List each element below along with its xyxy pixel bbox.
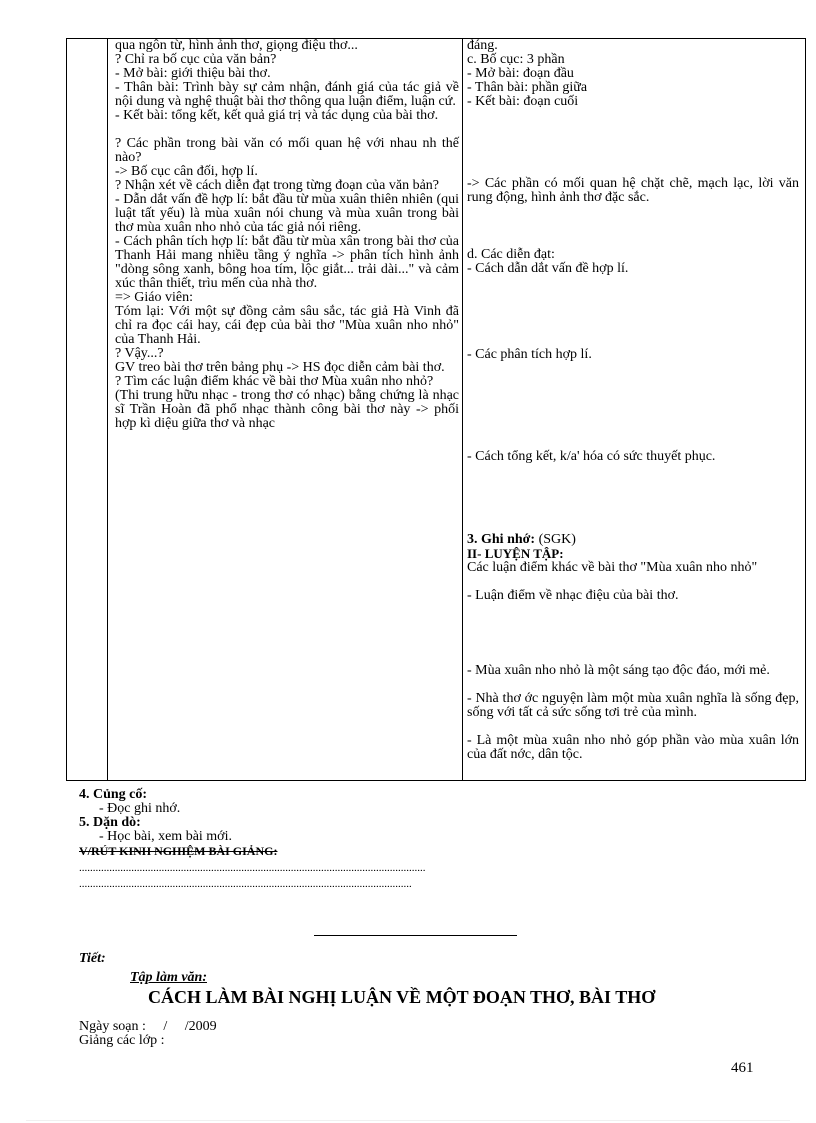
ngay-soan: Ngày soạn : / /2009 (79, 1019, 217, 1034)
left-text: -> Bố cục cân đối, hợp lí. (115, 164, 258, 179)
cung-co-item: - Đọc ghi nhớ. (99, 801, 181, 816)
lesson-title: CÁCH LÀM BÀI NGHỊ LUẬN VỀ MỘT ĐOẠN THƠ, BÀI THƠ (148, 987, 656, 1007)
right-text: - Nhà thơ ớc nguyện làm một mùa xuân nghĩa là sống đẹp, sống với tất cả sức sống tơi trẻ của mình. (467, 691, 799, 720)
left-text: qua ngôn từ, hình ảnh thơ, giọng điệu thơ... (115, 38, 358, 53)
right-text: - Cách dẫn dắt vấn đề hợp lí. (467, 261, 629, 276)
right-text: - Mở bài: đoạn đầu (467, 66, 574, 81)
left-text: ? Vậy...? (115, 346, 164, 361)
rut-kinh-nghiem-heading: V/RÚT KINH NGHIỆM BÀI GIẢNG: (79, 844, 278, 858)
table-divider-left (107, 39, 108, 780)
page-footer-line (26, 1120, 790, 1121)
dan-do-item: - Học bài, xem bài mới. (99, 829, 232, 844)
left-text: ? Nhận xét về cách diễn đạt trong từng đoạn của văn bản? (115, 178, 440, 193)
right-text: - Thân bài: phần giữa (467, 80, 588, 95)
left-text: Tóm lại: Với một sự đồng cảm sâu sắc, tác giả Hà Vinh đã chỉ ra đọc cái hay, cái đẹp của bài thơ "Mùa xuân nho nhỏ" của Thanh Hải. (115, 304, 459, 347)
subject-label: Tập làm văn: (130, 970, 207, 985)
right-text: Các luận điểm khác về bài thơ "Mùa xuân nho nhỏ" (467, 560, 758, 575)
left-text: ? Chỉ ra bố cục của văn bản? (115, 52, 277, 67)
right-text: d. Các diễn đạt: (467, 247, 555, 262)
giang-cac-lop: Giảng các lớp : (79, 1033, 165, 1048)
remember-ref: (SGK) (538, 532, 576, 547)
lesson-table (66, 38, 806, 781)
remember-heading (467, 533, 799, 547)
post-table-section (79, 788, 539, 890)
left-text: - Kết bài: tổng kết, kết quả giá trị và tác dụng của bài thơ. (115, 108, 439, 123)
left-text: ? Các phần trong bài văn có mối quan hệ với nhau nh thế nào? (115, 136, 459, 165)
right-text: - Là một mùa xuân nho nhỏ góp phần vào mùa xuân lớn của đất nớc, dân tộc. (467, 733, 799, 762)
cung-co-title: 4. Củng cố: (79, 787, 148, 802)
dotted-line: .............................................................................................................................. (79, 862, 426, 874)
page-number: 461 (731, 1060, 754, 1076)
right-text: - Cách tổng kết, k/a' hóa có sức thuyết phục. (467, 449, 716, 464)
teacher-activity-column (115, 39, 459, 431)
dotted-line: ......................................................................................................................... (79, 878, 412, 890)
right-text: c. Bố cục: 3 phần (467, 52, 565, 67)
dan-do-title: 5. Dặn dò: (79, 815, 141, 830)
left-text: - Mở bài: giới thiệu bài thơ. (115, 66, 271, 81)
right-text: đáng. (467, 38, 498, 53)
tiet-label: Tiết: (79, 951, 106, 966)
left-text: - Thân bài: Trình bày sự cảm nhận, đánh giá của tác giả về nội dung và nghệ thuật bài thơ thông qua luận điểm, luận cứ. (115, 80, 459, 109)
left-text: ? Tìm các luận điểm khác về bài thơ Mùa xuân nho nhỏ? (115, 374, 434, 389)
left-text: => Giáo viên: (115, 290, 193, 305)
right-text: -> Các phần có mối quan hệ chặt chẽ, mạch lạc, lời văn rung động, hình ảnh thơ đặc sắc. (467, 176, 799, 205)
remember-label: 3. Ghi nhớ: (467, 532, 536, 547)
left-text: - Cách phân tích hợp lí: bắt đầu từ mùa xân trong bài thơ của Thanh Hải mang nhiều tầng ý nghĩa -> phân tích hình ảnh "dòng sông xanh, bông hoa tím, lộc giắt... trải dài..." và cảm xúc thân thiết, trìu mến của nhà thơ. (115, 234, 459, 291)
practice-heading: II- LUYỆN TẬP: (467, 546, 564, 561)
right-text: - Kết bài: đoạn cuối (467, 94, 579, 109)
table-divider-middle (462, 39, 463, 780)
left-text: - Dẫn dắt vấn đề hợp lí: bắt đầu từ mùa xuân thiên nhiên (qui luật tất yếu) là mùa xuân nói chung và mùa xuân trong bài thơ mùa xuân nho nhỏ của tác giả nói riêng. (115, 192, 459, 235)
left-text: GV treo bài thơ trên bảng phụ -> HS đọc diễn cảm bài thơ. (115, 360, 445, 375)
right-text: - Mùa xuân nho nhỏ là một sáng tạo độc đáo, mới mẻ. (467, 663, 770, 678)
right-text: - Luận điểm về nhạc điệu của bài thơ. (467, 588, 679, 603)
separator-line (314, 935, 517, 936)
right-text: - Các phân tích hợp lí. (467, 347, 592, 362)
left-text: (Thi trung hữu nhạc - trong thơ có nhạc) bằng chứng là nhạc sĩ Trần Hoàn đã phổ nhạc thành công bài thơ này -> phối hợp kì diệu giữa thơ và nhạc (115, 388, 459, 431)
